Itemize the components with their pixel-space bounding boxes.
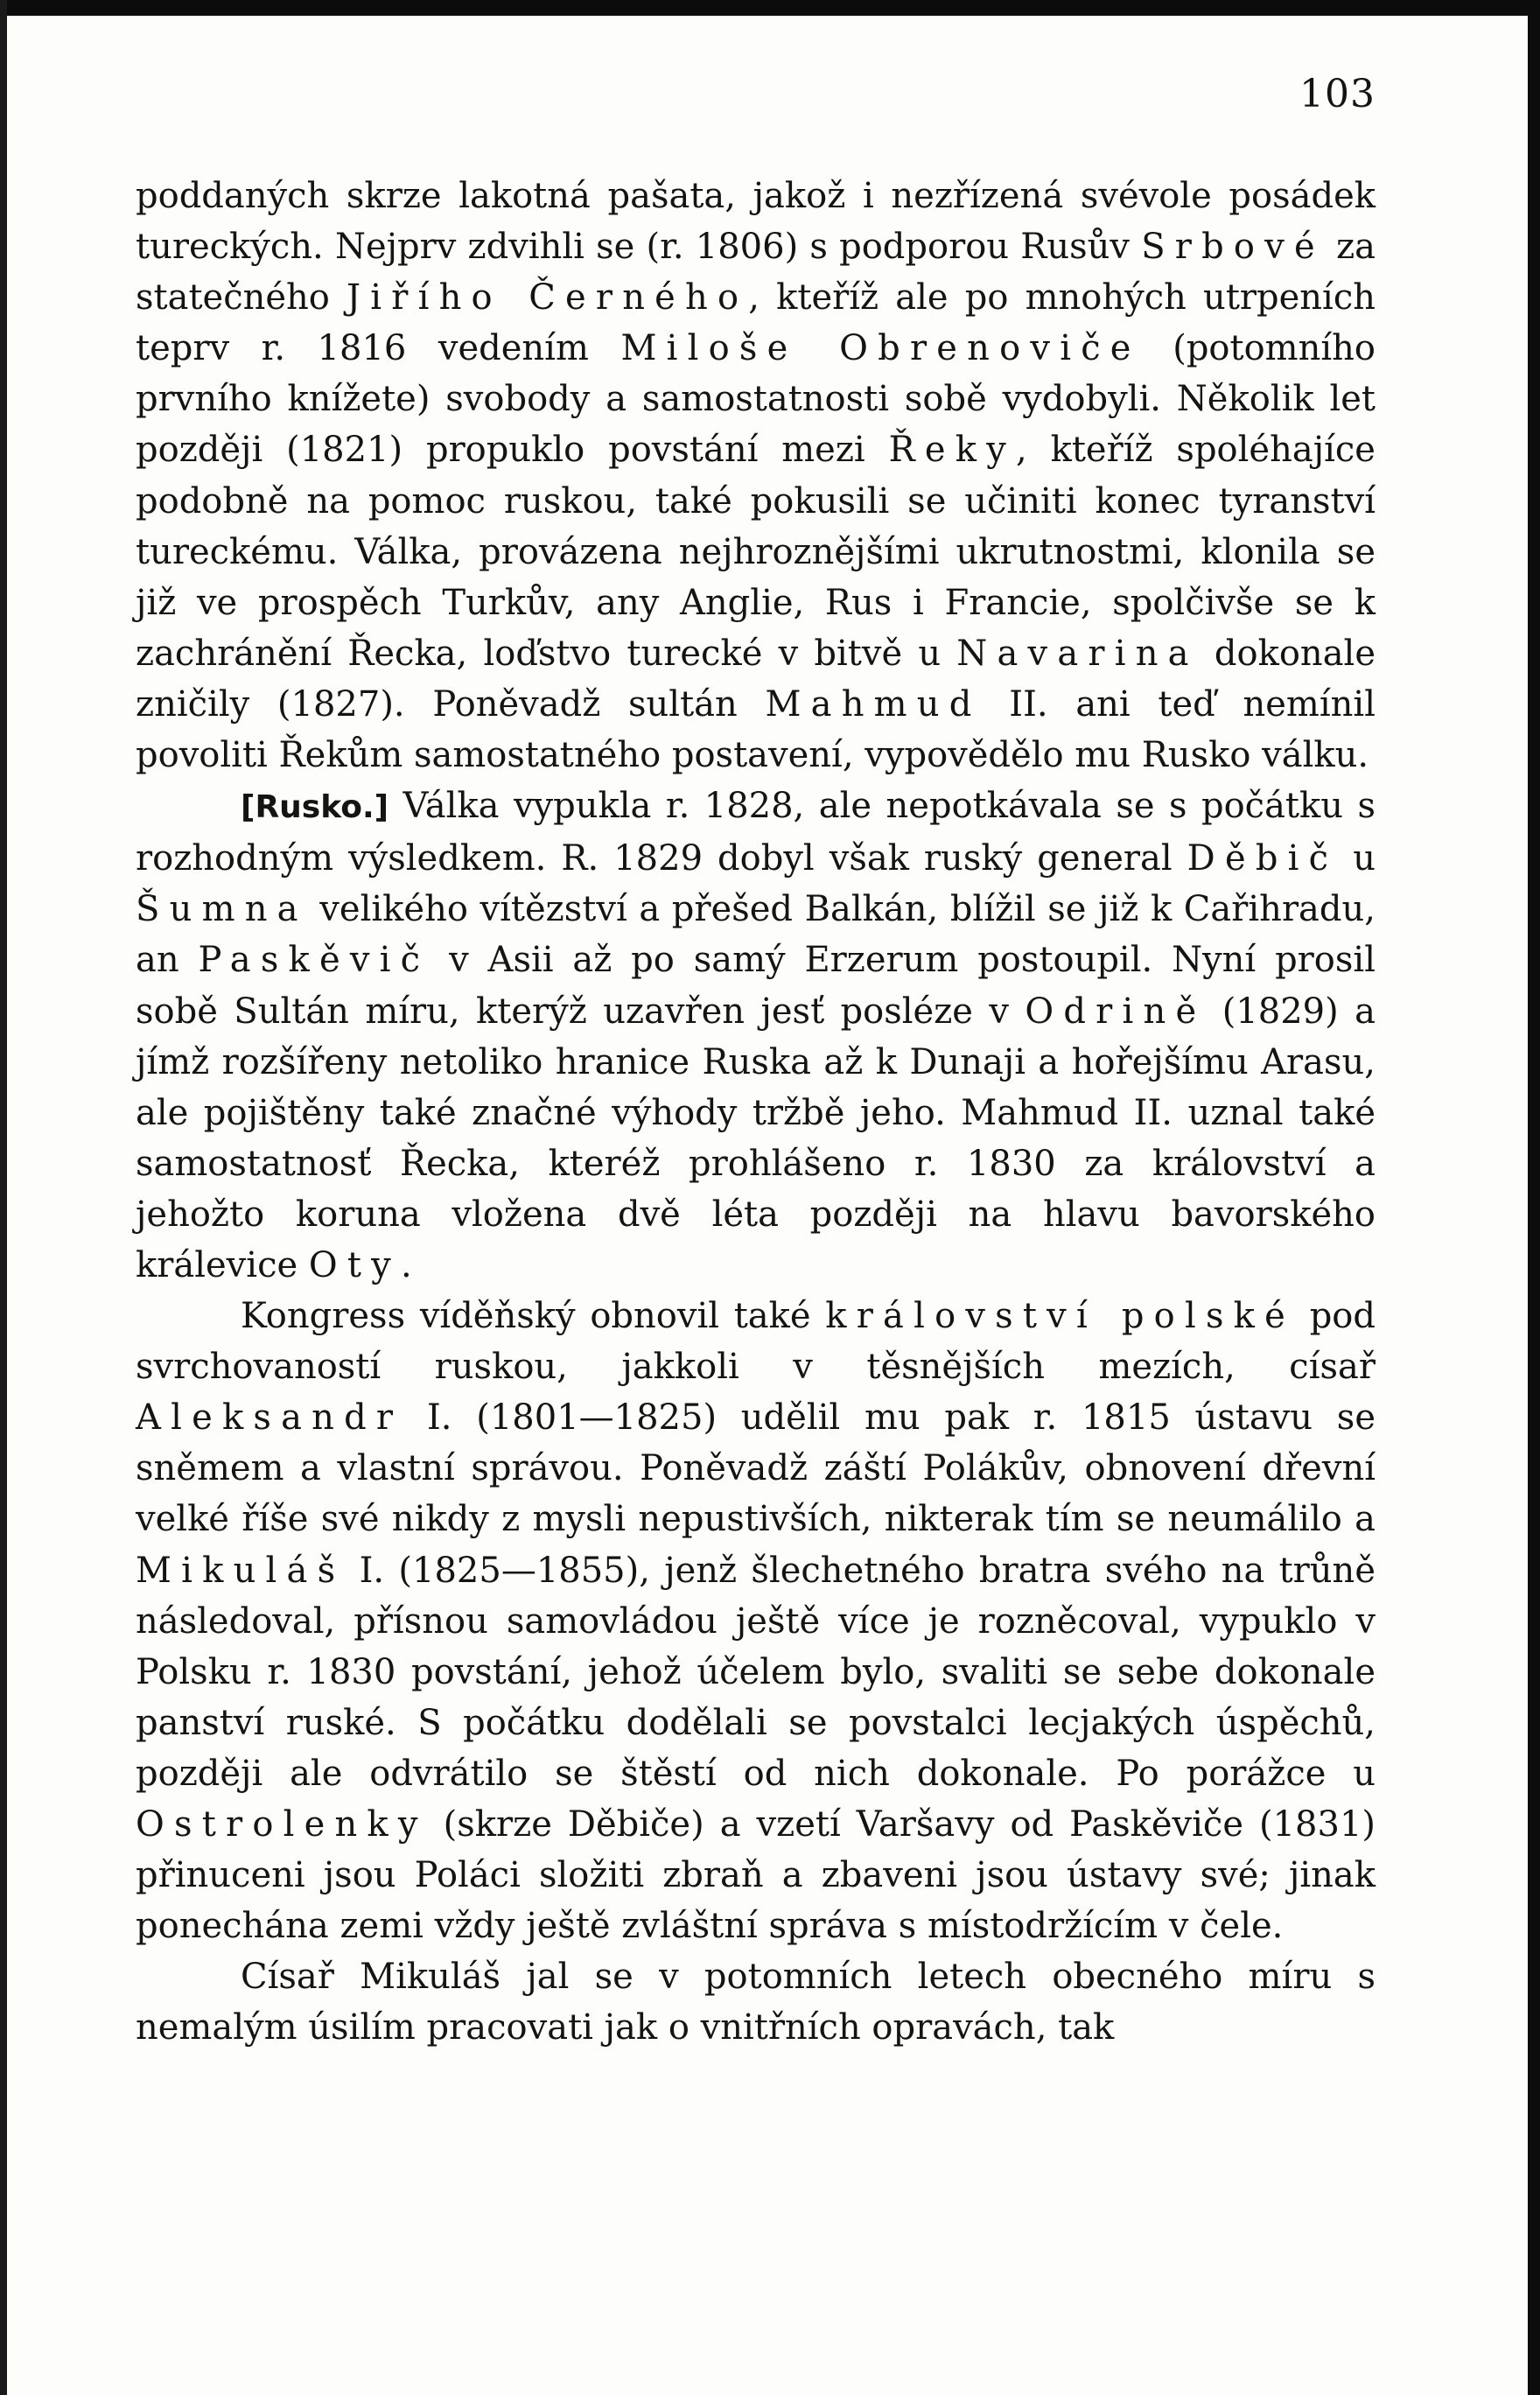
paragraph — [136, 171, 1376, 781]
text-run: pod svrchovaností ruskou, jakkoli v těsnějších mezích, císař — [136, 1296, 1376, 1388]
text-run: Válka vypukla r. 1828, ale nepotkávala se s počátku s rozhodným výsledkem. R. 1829 dobyl však ruský general — [136, 786, 1376, 879]
text-run: Císař Mikuláš jal se v potomních letech obecného míru s nemalým úsilím pracovati jak o vnitřních opravách, tak — [136, 1957, 1376, 2048]
emphasized-name: Mikuláš — [136, 1550, 346, 1591]
section-heading: [Rusko.] — [241, 789, 389, 826]
text-run: u — [1338, 838, 1376, 879]
text-run: (skrze Děbiče) a vzetí Varšavy od Paskěviče (1831) přinuceni jsou Poláci složiti zbraň a zbaveni jsou ústavy své; jinak ponechána zemi vždy ještě zvláštní správa s místodržícím v čele. — [136, 1804, 1376, 1947]
text-run: poddaných skrze lakotná pašata, jakož i nezřízená svévole posádek tureckých. Nejprv zdvihli se (r. 1806) s podporou Rusův — [136, 176, 1376, 268]
text-run: (1829) a jímž rozšířeny netoliko hranice Ruska až k Dunaji a hořejšímu Arasu, ale pojištěny také značné výhody tržbě jeho. Mahmud II. uznal také samostatnosť Řecka, kteréž prohlášeno r. 1830 za království a jehožto koruna vložena dvě léta později na hlavu bavorského králevice — [136, 991, 1376, 1285]
text-run: , kteříž spoléhajíce podobně na pomoc ruskou, také pokusili se učiniti konec tyranství tureckému. Válka, provázena nejhroznějšími ukrutnostmi, klonila se již ve prospěch Turkův, any Anglie, Rus i Francie, spolčivše se k zachránění Řecka, loďstvo turecké v bitvě u — [136, 430, 1376, 674]
emphasized-name: Děbič — [1186, 838, 1339, 879]
scan-edge-left — [0, 0, 7, 2395]
body-text — [136, 171, 1376, 2053]
text-run: . — [400, 1244, 412, 1285]
text-run: I. (1801—1825) udělil mu pak r. 1815 ústavu se sněmem a vlastní správou. Poněvadž záští Polákův, obnovení dřevní velké říše své nikdy z mysli nepustivších, nikterak tím se neumálilo a — [136, 1397, 1376, 1540]
emphasized-name: Miloše Obrenoviče — [620, 328, 1141, 369]
emphasized-name: Oty — [308, 1244, 401, 1285]
emphasized-name: Paskěvič — [198, 940, 430, 981]
page-number: 103 — [1299, 72, 1376, 116]
emphasized-name: království polské — [825, 1296, 1295, 1337]
text-run: dokonale zničily (1827). Poněvadž sultán — [136, 633, 1376, 725]
emphasized-name: Jiřího Černého — [346, 277, 749, 319]
emphasized-name: Aleksandr — [136, 1397, 403, 1439]
emphasized-name: Šumna — [136, 889, 308, 930]
scan-edge-right — [1528, 0, 1540, 2395]
emphasized-name: Ostrolenky — [136, 1804, 428, 1845]
emphasized-name: Srbové — [1141, 227, 1325, 268]
text-run: I. (1825—1855), jenž šlechetného bratra svého na trůně následoval, přísnou samovládou ještě více je rozněcoval, vypuklo v Polsku r. 1830 povstání, jehož účelem bylo, svaliti se sebe dokonale panství ruské. S počátku dodělali se povstalci lecjakých úspěchů, později ale odvrátilo se štěstí od nich dokonale. Po porážce u — [136, 1550, 1376, 1794]
paragraph — [136, 781, 1376, 1291]
text-run: Kongress víděňský obnovil také — [241, 1296, 826, 1337]
text-run: , kteříž ale po mnohých utrpeních teprv r. 1816 vedením — [136, 277, 1376, 369]
text-run: (potomního prvního knížete) svobody a samostatnosti sobě vydobyli. Několik let později (1821) propuklo povstání mezi — [136, 328, 1376, 471]
emphasized-name: Odrině — [1025, 991, 1207, 1032]
text-run: za statečného — [136, 227, 1376, 319]
text-run: v Asii až po samý Erzerum postoupil. Nyní prosil sobě Sultán míru, kterýž uzavřen jesť posléze v — [136, 940, 1376, 1032]
emphasized-name: Navarina — [956, 633, 1199, 674]
emphasized-name: Řeky — [888, 430, 1017, 471]
paragraph — [136, 1291, 1376, 1951]
scan-edge-top — [0, 0, 1540, 16]
paragraph — [136, 1951, 1376, 2053]
emphasized-name: Mahmud — [765, 683, 982, 725]
text-run: velikého vítězství a přešed Balkán, blížil se již k Cařihradu, an — [136, 889, 1376, 981]
text-run: II. ani teď nemínil povoliti Řekům samostatného postavení, vypovědělo mu Rusko válku. — [136, 683, 1376, 776]
